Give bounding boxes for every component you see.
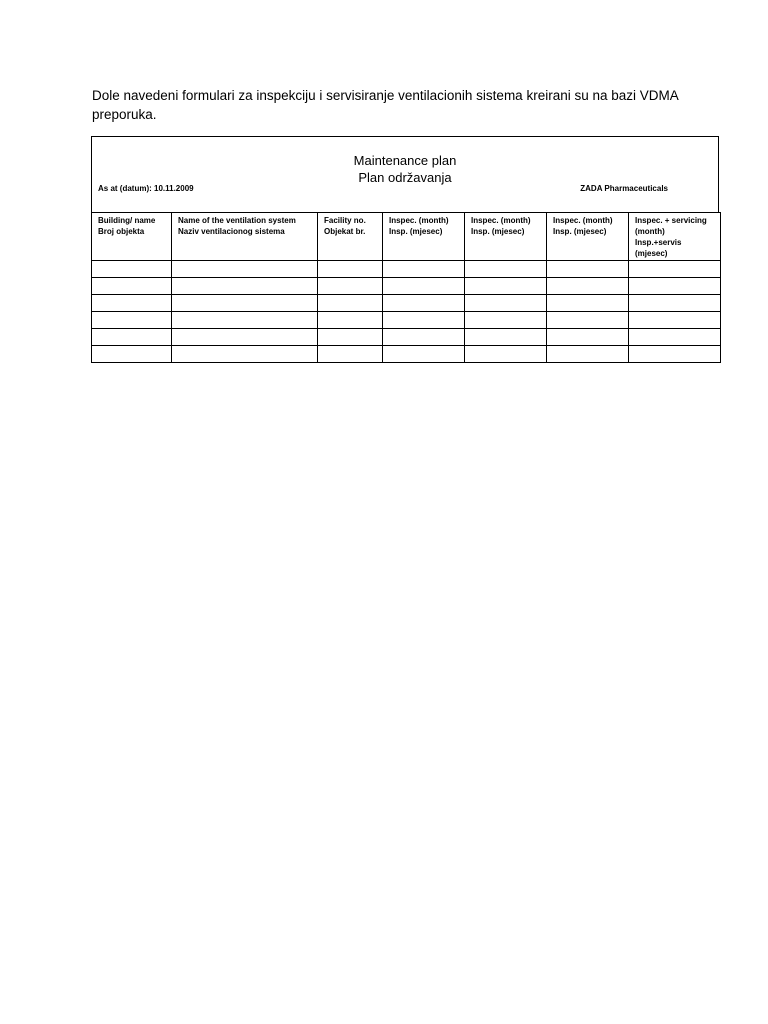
table-cell[interactable] [383, 278, 465, 295]
table-cell[interactable] [92, 278, 172, 295]
column-header-ventilation-system [172, 213, 318, 261]
table-cell[interactable] [383, 295, 465, 312]
header-line: Inspec. + servicing [635, 216, 707, 225]
table-cell[interactable] [172, 295, 318, 312]
header-line: Broj objekta [98, 227, 145, 236]
table-cell[interactable] [172, 261, 318, 278]
table-cell[interactable] [172, 346, 318, 363]
header-line: Name of the ventilation system [178, 216, 296, 225]
header-line: Objekat br. [324, 227, 366, 236]
table-cell[interactable] [318, 312, 383, 329]
header-line: (mjesec) [635, 249, 668, 258]
table-cell[interactable] [547, 346, 629, 363]
table-cell[interactable] [465, 312, 547, 329]
column-header-building [92, 213, 172, 261]
intro-line-2: preporuka. [92, 107, 157, 122]
as-at-date: As at (datum): 10.11.2009 [98, 184, 194, 193]
table-row [92, 312, 721, 329]
table-cell[interactable] [318, 346, 383, 363]
table-cell[interactable] [465, 261, 547, 278]
header-line: Inspec. (month) [389, 216, 449, 225]
table-cell[interactable] [465, 295, 547, 312]
column-header-inspec-3 [547, 213, 629, 261]
table-cell[interactable] [547, 312, 629, 329]
table-cell[interactable] [318, 278, 383, 295]
table-body [92, 261, 721, 363]
header-line: Inspec. (month) [471, 216, 531, 225]
table-cell[interactable] [547, 329, 629, 346]
table-cell[interactable] [547, 295, 629, 312]
table-cell[interactable] [92, 346, 172, 363]
table-cell[interactable] [383, 329, 465, 346]
table-row [92, 261, 721, 278]
form-subtitle: Plan održavanja [358, 170, 452, 185]
column-header-facility-no [318, 213, 383, 261]
table-row [92, 329, 721, 346]
company-name: ZADA Pharmaceuticals [580, 184, 668, 193]
table-cell[interactable] [629, 295, 721, 312]
table-cell[interactable] [629, 312, 721, 329]
table-cell[interactable] [383, 312, 465, 329]
maintenance-plan-form-header [91, 136, 719, 212]
column-header-inspec-1 [383, 213, 465, 261]
table-row [92, 278, 721, 295]
table-cell[interactable] [318, 295, 383, 312]
header-line: (month) [635, 227, 665, 236]
table-cell[interactable] [172, 278, 318, 295]
table-header-row [92, 213, 721, 261]
header-line: Inspec. (month) [553, 216, 613, 225]
table-cell[interactable] [629, 261, 721, 278]
table-cell[interactable] [547, 261, 629, 278]
table-cell[interactable] [172, 312, 318, 329]
form-title: Maintenance plan [353, 153, 457, 168]
table-cell[interactable] [547, 278, 629, 295]
table-cell[interactable] [383, 261, 465, 278]
table-cell[interactable] [318, 329, 383, 346]
table-cell[interactable] [629, 329, 721, 346]
table-cell[interactable] [629, 278, 721, 295]
table-cell[interactable] [92, 312, 172, 329]
maintenance-plan-table [91, 212, 721, 363]
column-header-inspec-servicing [629, 213, 721, 261]
header-line: Insp. (mjesec) [553, 227, 607, 236]
table-cell[interactable] [465, 346, 547, 363]
table-cell[interactable] [92, 295, 172, 312]
table-cell[interactable] [92, 329, 172, 346]
header-line: Insp. (mjesec) [471, 227, 525, 236]
column-header-inspec-2 [465, 213, 547, 261]
table-cell[interactable] [92, 261, 172, 278]
table-cell[interactable] [465, 329, 547, 346]
header-line: Insp. (mjesec) [389, 227, 443, 236]
header-line: Facility no. [324, 216, 366, 225]
header-line: Insp.+servis [635, 238, 682, 247]
table-row [92, 295, 721, 312]
intro-line-1: Dole navedeni formulari za inspekciju i servisiranje ventilacionih sistema kreirani su na bazi VDMA [92, 88, 679, 103]
header-line: Naziv ventilacionog sistema [178, 227, 285, 236]
header-line: Building/ name [98, 216, 156, 225]
table-cell[interactable] [629, 346, 721, 363]
table-cell[interactable] [465, 278, 547, 295]
intro-paragraph [92, 86, 692, 124]
table-row [92, 346, 721, 363]
table-cell[interactable] [172, 329, 318, 346]
table-cell[interactable] [318, 261, 383, 278]
table-cell[interactable] [383, 346, 465, 363]
